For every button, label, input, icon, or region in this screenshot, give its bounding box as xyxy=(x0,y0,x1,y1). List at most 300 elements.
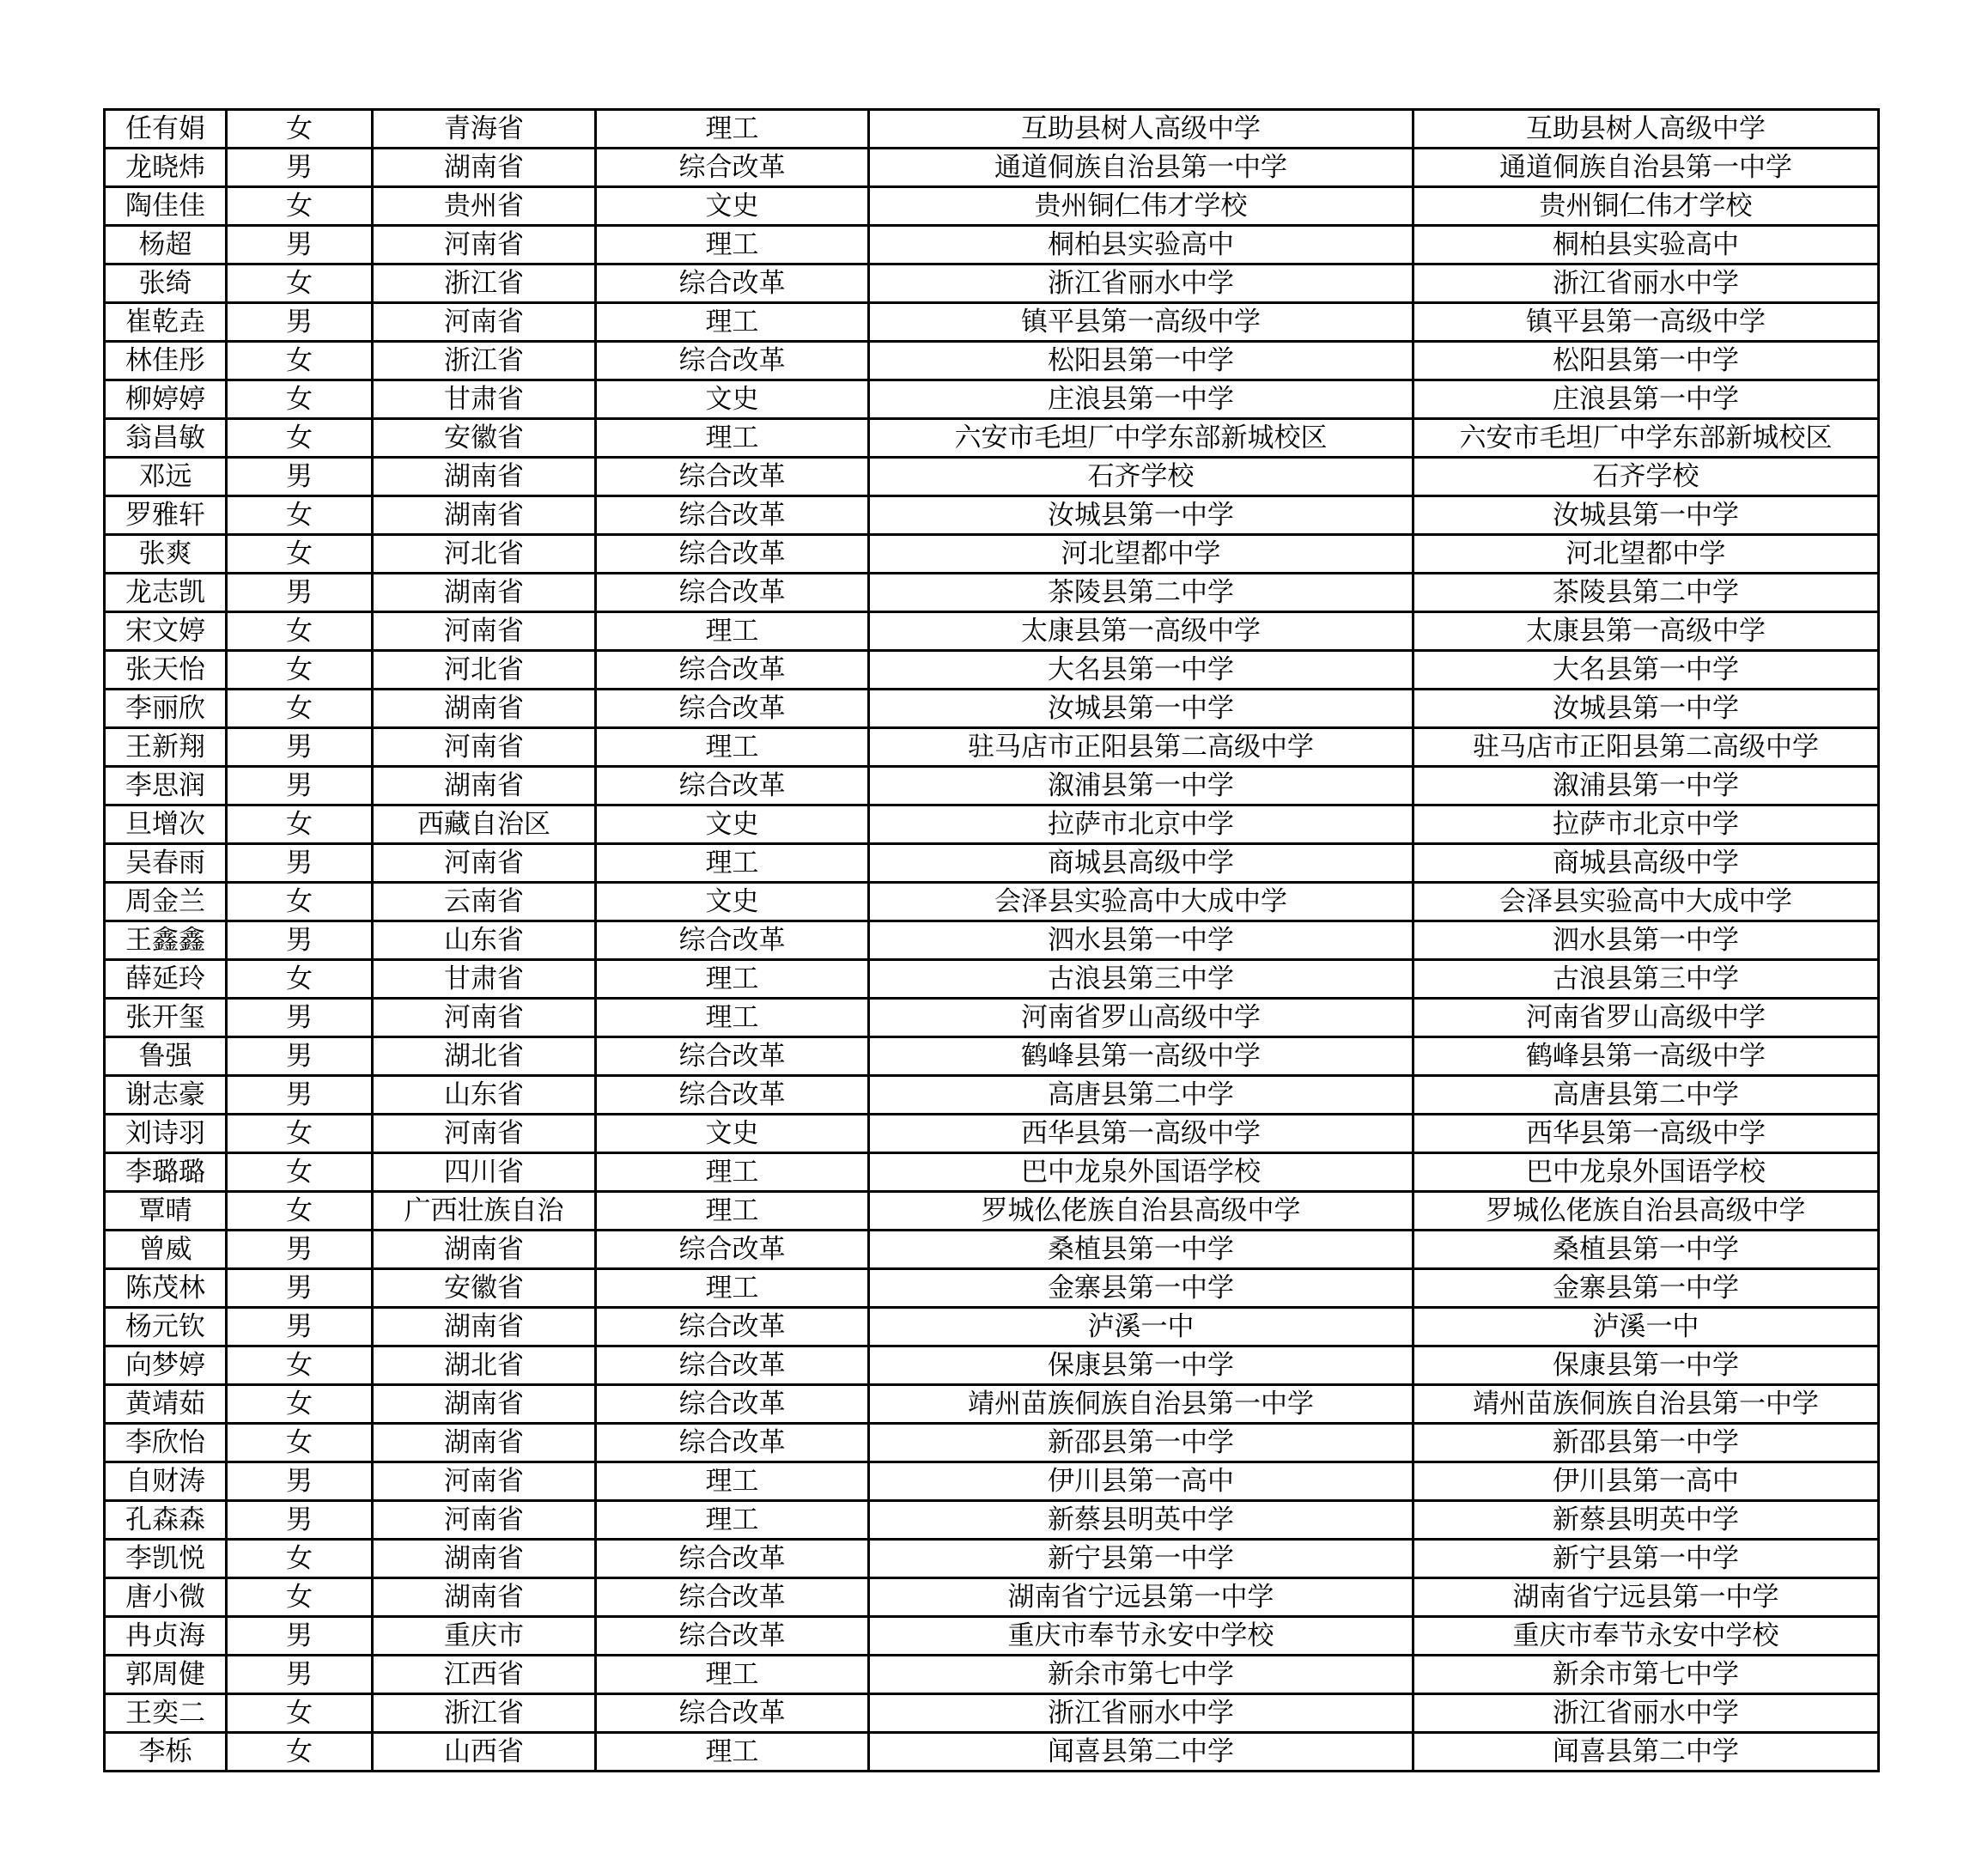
province-cell: 西藏自治区 xyxy=(373,805,596,844)
name-cell: 旦增次 xyxy=(105,805,227,844)
name-cell: 谢志豪 xyxy=(105,1076,227,1115)
category-cell: 综合改革 xyxy=(596,651,869,690)
table-row xyxy=(105,264,1879,303)
school-cell: 溆浦县第一中学 xyxy=(869,767,1413,805)
table-row xyxy=(105,1115,1879,1153)
table-row xyxy=(105,1694,1879,1733)
province-cell: 山东省 xyxy=(373,921,596,960)
category-cell: 综合改革 xyxy=(596,458,869,496)
category-cell: 理工 xyxy=(596,226,869,264)
school-cell-2: 溆浦县第一中学 xyxy=(1413,767,1879,805)
gender-cell: 女 xyxy=(227,1424,373,1462)
category-cell: 理工 xyxy=(596,1656,869,1694)
category-cell: 综合改革 xyxy=(596,1617,869,1656)
province-cell: 河南省 xyxy=(373,1115,596,1153)
school-cell-2: 河北望都中学 xyxy=(1413,535,1879,574)
name-cell: 邓远 xyxy=(105,458,227,496)
table-row xyxy=(105,303,1879,342)
name-cell: 林佳彤 xyxy=(105,342,227,380)
school-cell: 金寨县第一中学 xyxy=(869,1269,1413,1308)
school-cell-2: 通道侗族自治县第一中学 xyxy=(1413,149,1879,187)
school-cell-2: 石齐学校 xyxy=(1413,458,1879,496)
category-cell: 理工 xyxy=(596,1733,869,1772)
school-cell-2: 新蔡县明英中学 xyxy=(1413,1501,1879,1540)
table-row xyxy=(105,1424,1879,1462)
table-row xyxy=(105,960,1879,999)
province-cell: 广西壮族自治 xyxy=(373,1192,596,1231)
province-cell: 浙江省 xyxy=(373,1694,596,1733)
school-cell: 泸溪一中 xyxy=(869,1308,1413,1346)
school-cell: 太康县第一高级中学 xyxy=(869,612,1413,651)
gender-cell: 男 xyxy=(227,1037,373,1076)
table-row xyxy=(105,767,1879,805)
table-row xyxy=(105,1153,1879,1192)
school-cell: 重庆市奉节永安中学校 xyxy=(869,1617,1413,1656)
category-cell: 综合改革 xyxy=(596,535,869,574)
province-cell: 云南省 xyxy=(373,883,596,921)
school-cell: 浙江省丽水中学 xyxy=(869,264,1413,303)
school-cell: 新宁县第一中学 xyxy=(869,1540,1413,1578)
school-cell: 会泽县实验高中大成中学 xyxy=(869,883,1413,921)
name-cell: 刘诗羽 xyxy=(105,1115,227,1153)
school-cell-2: 靖州苗族侗族自治县第一中学 xyxy=(1413,1385,1879,1424)
school-cell: 茶陵县第二中学 xyxy=(869,574,1413,612)
category-cell: 理工 xyxy=(596,1501,869,1540)
province-cell: 河北省 xyxy=(373,535,596,574)
gender-cell: 女 xyxy=(227,805,373,844)
gender-cell: 女 xyxy=(227,883,373,921)
school-cell-2: 浙江省丽水中学 xyxy=(1413,264,1879,303)
province-cell: 湖北省 xyxy=(373,1346,596,1385)
gender-cell: 男 xyxy=(227,1501,373,1540)
name-cell: 向梦婷 xyxy=(105,1346,227,1385)
province-cell: 湖南省 xyxy=(373,1540,596,1578)
province-cell: 河南省 xyxy=(373,1501,596,1540)
school-cell: 罗城仫佬族自治县高级中学 xyxy=(869,1192,1413,1231)
name-cell: 曾威 xyxy=(105,1231,227,1269)
table-row xyxy=(105,1501,1879,1540)
category-cell: 综合改革 xyxy=(596,1385,869,1424)
school-cell-2: 浙江省丽水中学 xyxy=(1413,1694,1879,1733)
category-cell: 综合改革 xyxy=(596,149,869,187)
table-row xyxy=(105,535,1879,574)
province-cell: 河南省 xyxy=(373,844,596,883)
category-cell: 文史 xyxy=(596,1115,869,1153)
school-cell-2: 新宁县第一中学 xyxy=(1413,1540,1879,1578)
category-cell: 理工 xyxy=(596,960,869,999)
school-cell-2: 古浪县第三中学 xyxy=(1413,960,1879,999)
gender-cell: 女 xyxy=(227,1578,373,1617)
table-body xyxy=(105,110,1879,1772)
category-cell: 综合改革 xyxy=(596,1308,869,1346)
school-cell: 河北望都中学 xyxy=(869,535,1413,574)
name-cell: 陈茂林 xyxy=(105,1269,227,1308)
school-cell: 新邵县第一中学 xyxy=(869,1424,1413,1462)
gender-cell: 女 xyxy=(227,960,373,999)
school-cell-2: 桑植县第一中学 xyxy=(1413,1231,1879,1269)
name-cell: 李思润 xyxy=(105,767,227,805)
category-cell: 综合改革 xyxy=(596,1037,869,1076)
category-cell: 理工 xyxy=(596,1192,869,1231)
table-row xyxy=(105,1037,1879,1076)
school-cell-2: 拉萨市北京中学 xyxy=(1413,805,1879,844)
province-cell: 湖南省 xyxy=(373,1308,596,1346)
category-cell: 综合改革 xyxy=(596,1694,869,1733)
gender-cell: 女 xyxy=(227,187,373,226)
category-cell: 文史 xyxy=(596,883,869,921)
province-cell: 山东省 xyxy=(373,1076,596,1115)
gender-cell: 男 xyxy=(227,226,373,264)
school-cell: 通道侗族自治县第一中学 xyxy=(869,149,1413,187)
name-cell: 唐小微 xyxy=(105,1578,227,1617)
gender-cell: 男 xyxy=(227,844,373,883)
school-cell: 闻喜县第二中学 xyxy=(869,1733,1413,1772)
gender-cell: 女 xyxy=(227,1694,373,1733)
category-cell: 理工 xyxy=(596,999,869,1037)
category-cell: 理工 xyxy=(596,728,869,767)
gender-cell: 男 xyxy=(227,1617,373,1656)
category-cell: 理工 xyxy=(596,303,869,342)
table-row xyxy=(105,1617,1879,1656)
gender-cell: 男 xyxy=(227,999,373,1037)
category-cell: 综合改革 xyxy=(596,1540,869,1578)
school-cell-2: 太康县第一高级中学 xyxy=(1413,612,1879,651)
school-cell-2: 泗水县第一中学 xyxy=(1413,921,1879,960)
province-cell: 安徽省 xyxy=(373,419,596,458)
gender-cell: 男 xyxy=(227,1269,373,1308)
gender-cell: 男 xyxy=(227,1231,373,1269)
school-cell: 高唐县第二中学 xyxy=(869,1076,1413,1115)
category-cell: 综合改革 xyxy=(596,690,869,728)
table-row xyxy=(105,1231,1879,1269)
name-cell: 覃晴 xyxy=(105,1192,227,1231)
province-cell: 湖南省 xyxy=(373,149,596,187)
school-cell: 保康县第一中学 xyxy=(869,1346,1413,1385)
gender-cell: 女 xyxy=(227,1385,373,1424)
table-row xyxy=(105,1346,1879,1385)
name-cell: 鲁强 xyxy=(105,1037,227,1076)
school-cell: 古浪县第三中学 xyxy=(869,960,1413,999)
name-cell: 李璐璐 xyxy=(105,1153,227,1192)
school-cell-2: 西华县第一高级中学 xyxy=(1413,1115,1879,1153)
table-row xyxy=(105,1385,1879,1424)
school-cell-2: 镇平县第一高级中学 xyxy=(1413,303,1879,342)
table-row xyxy=(105,1308,1879,1346)
school-cell-2: 桐柏县实验高中 xyxy=(1413,226,1879,264)
school-cell: 浙江省丽水中学 xyxy=(869,1694,1413,1733)
province-cell: 湖南省 xyxy=(373,767,596,805)
category-cell: 综合改革 xyxy=(596,264,869,303)
category-cell: 理工 xyxy=(596,1153,869,1192)
province-cell: 青海省 xyxy=(373,110,596,149)
school-cell: 新蔡县明英中学 xyxy=(869,1501,1413,1540)
province-cell: 河南省 xyxy=(373,612,596,651)
school-cell: 湖南省宁远县第一中学 xyxy=(869,1578,1413,1617)
province-cell: 安徽省 xyxy=(373,1269,596,1308)
school-cell-2: 金寨县第一中学 xyxy=(1413,1269,1879,1308)
school-cell-2: 汝城县第一中学 xyxy=(1413,690,1879,728)
province-cell: 湖南省 xyxy=(373,1578,596,1617)
table-row xyxy=(105,1192,1879,1231)
province-cell: 湖南省 xyxy=(373,1385,596,1424)
name-cell: 陶佳佳 xyxy=(105,187,227,226)
category-cell: 文史 xyxy=(596,380,869,419)
table-row xyxy=(105,1656,1879,1694)
name-cell: 李丽欣 xyxy=(105,690,227,728)
school-cell-2: 商城县高级中学 xyxy=(1413,844,1879,883)
table-row xyxy=(105,187,1879,226)
province-cell: 河南省 xyxy=(373,728,596,767)
name-cell: 张绮 xyxy=(105,264,227,303)
school-cell: 汝城县第一中学 xyxy=(869,690,1413,728)
province-cell: 湖南省 xyxy=(373,690,596,728)
category-cell: 综合改革 xyxy=(596,1424,869,1462)
school-cell-2: 会泽县实验高中大成中学 xyxy=(1413,883,1879,921)
school-cell: 庄浪县第一中学 xyxy=(869,380,1413,419)
gender-cell: 女 xyxy=(227,419,373,458)
table-row xyxy=(105,110,1879,149)
table-row xyxy=(105,419,1879,458)
table-row xyxy=(105,574,1879,612)
province-cell: 湖南省 xyxy=(373,458,596,496)
table-row xyxy=(105,1269,1879,1308)
school-cell: 镇平县第一高级中学 xyxy=(869,303,1413,342)
school-cell-2: 庄浪县第一中学 xyxy=(1413,380,1879,419)
category-cell: 理工 xyxy=(596,1462,869,1501)
name-cell: 冉贞海 xyxy=(105,1617,227,1656)
province-cell: 山西省 xyxy=(373,1733,596,1772)
school-cell-2: 湖南省宁远县第一中学 xyxy=(1413,1578,1879,1617)
gender-cell: 女 xyxy=(227,496,373,535)
gender-cell: 女 xyxy=(227,651,373,690)
name-cell: 张爽 xyxy=(105,535,227,574)
gender-cell: 女 xyxy=(227,1115,373,1153)
gender-cell: 男 xyxy=(227,1076,373,1115)
school-cell-2: 河南省罗山高级中学 xyxy=(1413,999,1879,1037)
gender-cell: 女 xyxy=(227,1153,373,1192)
province-cell: 甘肃省 xyxy=(373,960,596,999)
gender-cell: 女 xyxy=(227,612,373,651)
gender-cell: 女 xyxy=(227,342,373,380)
school-cell: 汝城县第一中学 xyxy=(869,496,1413,535)
province-cell: 河南省 xyxy=(373,303,596,342)
table-row xyxy=(105,844,1879,883)
school-cell-2: 伊川县第一高中 xyxy=(1413,1462,1879,1501)
school-cell-2: 保康县第一中学 xyxy=(1413,1346,1879,1385)
name-cell: 自财涛 xyxy=(105,1462,227,1501)
table-row xyxy=(105,1733,1879,1772)
name-cell: 黄靖茹 xyxy=(105,1385,227,1424)
province-cell: 湖南省 xyxy=(373,496,596,535)
name-cell: 张开玺 xyxy=(105,999,227,1037)
name-cell: 薛延玲 xyxy=(105,960,227,999)
school-cell: 拉萨市北京中学 xyxy=(869,805,1413,844)
name-cell: 李凯悦 xyxy=(105,1540,227,1578)
school-cell: 西华县第一高级中学 xyxy=(869,1115,1413,1153)
category-cell: 理工 xyxy=(596,110,869,149)
school-cell-2: 松阳县第一中学 xyxy=(1413,342,1879,380)
school-cell-2: 巴中龙泉外国语学校 xyxy=(1413,1153,1879,1192)
school-cell: 松阳县第一中学 xyxy=(869,342,1413,380)
name-cell: 王奕二 xyxy=(105,1694,227,1733)
name-cell: 龙晓炜 xyxy=(105,149,227,187)
gender-cell: 女 xyxy=(227,1733,373,1772)
province-cell: 江西省 xyxy=(373,1656,596,1694)
school-cell-2: 闻喜县第二中学 xyxy=(1413,1733,1879,1772)
table-row xyxy=(105,690,1879,728)
gender-cell: 女 xyxy=(227,1346,373,1385)
school-cell: 驻马店市正阳县第二高级中学 xyxy=(869,728,1413,767)
school-cell-2: 新邵县第一中学 xyxy=(1413,1424,1879,1462)
category-cell: 理工 xyxy=(596,1269,869,1308)
province-cell: 重庆市 xyxy=(373,1617,596,1656)
school-cell: 互助县树人高级中学 xyxy=(869,110,1413,149)
gender-cell: 男 xyxy=(227,574,373,612)
gender-cell: 女 xyxy=(227,110,373,149)
school-cell-2: 泸溪一中 xyxy=(1413,1308,1879,1346)
province-cell: 贵州省 xyxy=(373,187,596,226)
school-cell-2: 贵州铜仁伟才学校 xyxy=(1413,187,1879,226)
table-row xyxy=(105,651,1879,690)
table-row xyxy=(105,728,1879,767)
name-cell: 杨元钦 xyxy=(105,1308,227,1346)
school-cell: 商城县高级中学 xyxy=(869,844,1413,883)
school-cell: 巴中龙泉外国语学校 xyxy=(869,1153,1413,1192)
school-cell: 贵州铜仁伟才学校 xyxy=(869,187,1413,226)
school-cell-2: 重庆市奉节永安中学校 xyxy=(1413,1617,1879,1656)
province-cell: 四川省 xyxy=(373,1153,596,1192)
school-cell: 河南省罗山高级中学 xyxy=(869,999,1413,1037)
table-row xyxy=(105,1540,1879,1578)
gender-cell: 男 xyxy=(227,1462,373,1501)
school-cell-2: 汝城县第一中学 xyxy=(1413,496,1879,535)
category-cell: 综合改革 xyxy=(596,342,869,380)
school-cell-2: 驻马店市正阳县第二高级中学 xyxy=(1413,728,1879,767)
gender-cell: 男 xyxy=(227,728,373,767)
school-cell: 大名县第一中学 xyxy=(869,651,1413,690)
province-cell: 浙江省 xyxy=(373,264,596,303)
category-cell: 综合改革 xyxy=(596,1578,869,1617)
school-cell: 伊川县第一高中 xyxy=(869,1462,1413,1501)
table-row xyxy=(105,1076,1879,1115)
province-cell: 河南省 xyxy=(373,226,596,264)
province-cell: 湖南省 xyxy=(373,1424,596,1462)
category-cell: 理工 xyxy=(596,844,869,883)
gender-cell: 女 xyxy=(227,690,373,728)
name-cell: 周金兰 xyxy=(105,883,227,921)
gender-cell: 男 xyxy=(227,1308,373,1346)
province-cell: 甘肃省 xyxy=(373,380,596,419)
category-cell: 综合改革 xyxy=(596,574,869,612)
table-row xyxy=(105,342,1879,380)
table-row xyxy=(105,805,1879,844)
gender-cell: 女 xyxy=(227,535,373,574)
school-cell-2: 茶陵县第二中学 xyxy=(1413,574,1879,612)
category-cell: 综合改革 xyxy=(596,767,869,805)
table-row xyxy=(105,999,1879,1037)
table-row xyxy=(105,458,1879,496)
school-cell: 桐柏县实验高中 xyxy=(869,226,1413,264)
gender-cell: 男 xyxy=(227,149,373,187)
name-cell: 吴春雨 xyxy=(105,844,227,883)
category-cell: 理工 xyxy=(596,419,869,458)
school-cell-2: 罗城仫佬族自治县高级中学 xyxy=(1413,1192,1879,1231)
name-cell: 宋文婷 xyxy=(105,612,227,651)
name-cell: 龙志凯 xyxy=(105,574,227,612)
province-cell: 河南省 xyxy=(373,999,596,1037)
province-cell: 河南省 xyxy=(373,1462,596,1501)
school-cell: 靖州苗族侗族自治县第一中学 xyxy=(869,1385,1413,1424)
gender-cell: 女 xyxy=(227,264,373,303)
school-cell: 六安市毛坦厂中学东部新城校区 xyxy=(869,419,1413,458)
category-cell: 综合改革 xyxy=(596,496,869,535)
province-cell: 河北省 xyxy=(373,651,596,690)
name-cell: 崔乾垚 xyxy=(105,303,227,342)
student-table xyxy=(103,108,1880,1772)
table-row xyxy=(105,380,1879,419)
table-row xyxy=(105,226,1879,264)
category-cell: 文史 xyxy=(596,805,869,844)
name-cell: 任有娟 xyxy=(105,110,227,149)
gender-cell: 男 xyxy=(227,767,373,805)
table-row xyxy=(105,612,1879,651)
name-cell: 孔森森 xyxy=(105,1501,227,1540)
table-row xyxy=(105,921,1879,960)
table-row xyxy=(105,149,1879,187)
category-cell: 综合改革 xyxy=(596,1231,869,1269)
gender-cell: 男 xyxy=(227,303,373,342)
name-cell: 杨超 xyxy=(105,226,227,264)
school-cell-2: 互助县树人高级中学 xyxy=(1413,110,1879,149)
province-cell: 湖南省 xyxy=(373,574,596,612)
gender-cell: 女 xyxy=(227,380,373,419)
school-cell-2: 鹤峰县第一高级中学 xyxy=(1413,1037,1879,1076)
gender-cell: 女 xyxy=(227,1540,373,1578)
category-cell: 综合改革 xyxy=(596,921,869,960)
table-row xyxy=(105,883,1879,921)
category-cell: 综合改革 xyxy=(596,1076,869,1115)
name-cell: 罗雅轩 xyxy=(105,496,227,535)
province-cell: 湖北省 xyxy=(373,1037,596,1076)
school-cell-2: 高唐县第二中学 xyxy=(1413,1076,1879,1115)
category-cell: 理工 xyxy=(596,612,869,651)
gender-cell: 男 xyxy=(227,1656,373,1694)
name-cell: 张天怡 xyxy=(105,651,227,690)
name-cell: 郭周健 xyxy=(105,1656,227,1694)
school-cell-2: 六安市毛坦厂中学东部新城校区 xyxy=(1413,419,1879,458)
name-cell: 李欣怡 xyxy=(105,1424,227,1462)
name-cell: 柳婷婷 xyxy=(105,380,227,419)
category-cell: 文史 xyxy=(596,187,869,226)
school-cell: 鹤峰县第一高级中学 xyxy=(869,1037,1413,1076)
name-cell: 王鑫鑫 xyxy=(105,921,227,960)
school-cell: 泗水县第一中学 xyxy=(869,921,1413,960)
school-cell-2: 新余市第七中学 xyxy=(1413,1656,1879,1694)
gender-cell: 男 xyxy=(227,458,373,496)
table-row xyxy=(105,1462,1879,1501)
table-row xyxy=(105,1578,1879,1617)
school-cell: 桑植县第一中学 xyxy=(869,1231,1413,1269)
gender-cell: 女 xyxy=(227,1192,373,1231)
school-cell: 新余市第七中学 xyxy=(869,1656,1413,1694)
name-cell: 李栎 xyxy=(105,1733,227,1772)
province-cell: 浙江省 xyxy=(373,342,596,380)
school-cell-2: 大名县第一中学 xyxy=(1413,651,1879,690)
name-cell: 翁昌敏 xyxy=(105,419,227,458)
name-cell: 王新翔 xyxy=(105,728,227,767)
province-cell: 湖南省 xyxy=(373,1231,596,1269)
gender-cell: 男 xyxy=(227,921,373,960)
